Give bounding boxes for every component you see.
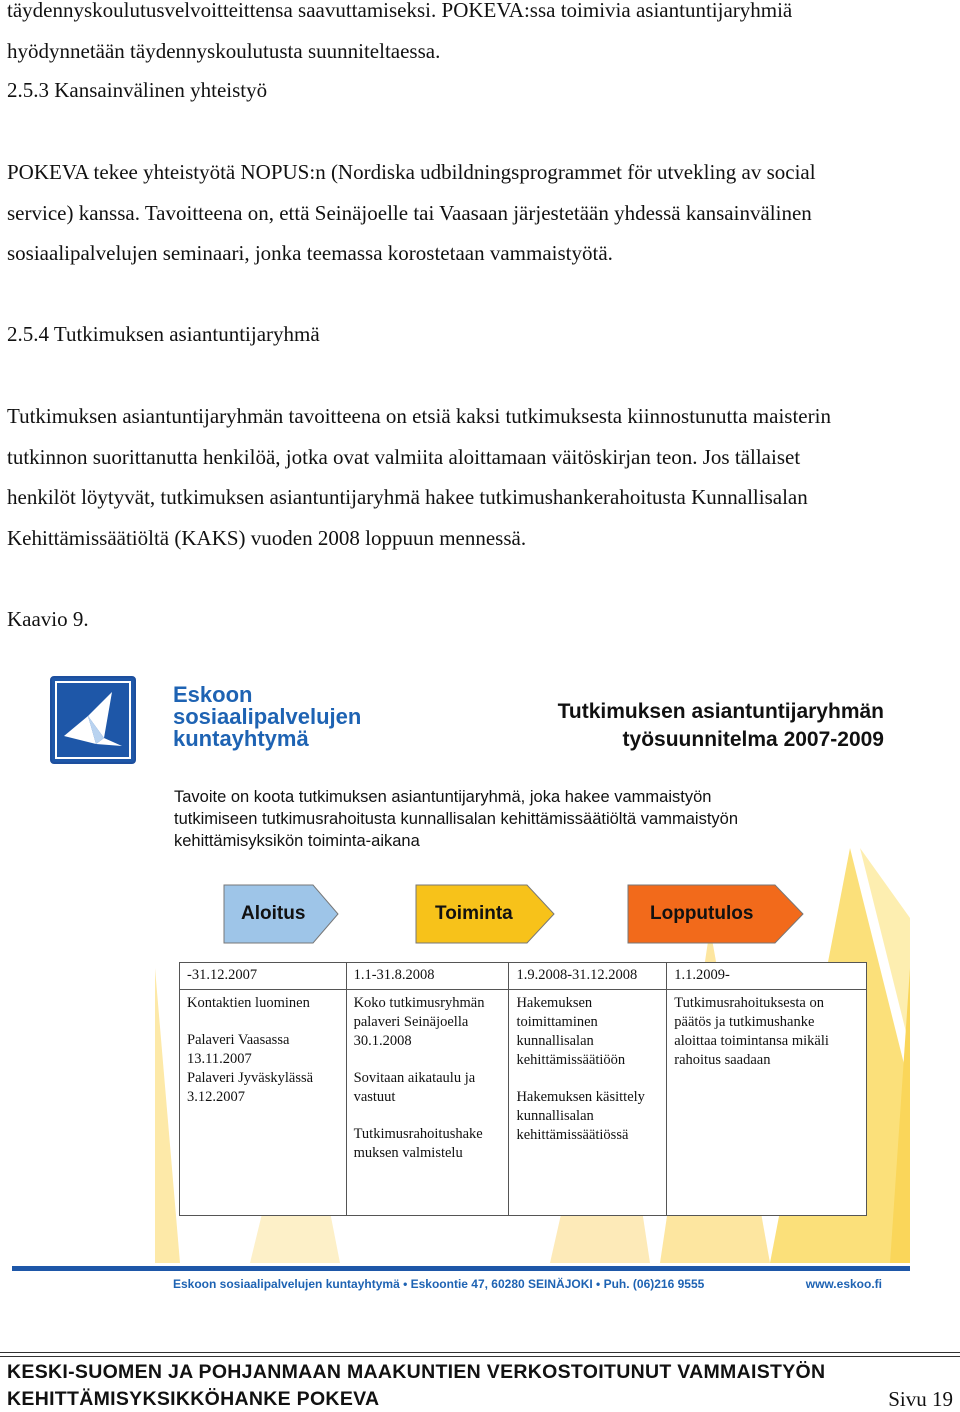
table-cell — [509, 990, 667, 1216]
phase-label: Aloitus — [241, 903, 306, 924]
table-header: 1.9.2008-31.12.2008 — [509, 963, 667, 990]
page-number: Sivu 19 — [888, 1387, 953, 1411]
table-row — [180, 990, 867, 1216]
phase-arrow-action — [415, 884, 555, 944]
figure-title — [558, 698, 884, 754]
timeline-table — [179, 962, 867, 1216]
table-header-row — [180, 963, 867, 990]
figure-footer-url: www.eskoo.fi — [805, 1277, 882, 1291]
goal-line: tutkimiseen tutkimusrahoitusta kunnallisalan kehittämissäätiöltä vammaistyön — [174, 810, 739, 828]
cell-line: 3.12.2007 — [187, 1089, 245, 1105]
paragraph-international — [7, 152, 947, 274]
phase-arrow-start — [223, 884, 339, 944]
phase-label: Toiminta — [435, 903, 513, 924]
cell-line: toimittaminen — [516, 1014, 598, 1030]
text-line: service) kanssa. Tavoitteena on, että Seinäjoelle tai Vaasaan järjestetään yhdessä kansainvälinen — [7, 200, 812, 225]
cell-line: päätös ja tutkimushanke — [674, 1014, 815, 1030]
title-line: Tutkimuksen asiantuntijaryhmän — [557, 700, 884, 723]
text-line: henkilöt löytyvät, tutkimuksen asiantuntijaryhmä hakee tutkimushankerahoitusta Kunnallisalan — [7, 485, 808, 510]
table-header: 1.1-31.8.2008 — [346, 963, 509, 990]
paragraph-intro — [7, 0, 947, 71]
org-name-line: Eskoon — [173, 682, 253, 707]
footer-project-line2: KEHITTÄMISYKSIKKÖHANKE POKEVA — [7, 1388, 380, 1410]
cell-line: Palaveri Jyväskylässä — [187, 1070, 314, 1086]
goal-line: kehittämisyksikön toiminta-aikana — [174, 832, 420, 850]
footer-divider — [0, 1356, 960, 1357]
organization-name — [173, 684, 361, 750]
table-cell — [346, 990, 509, 1216]
table-cell — [667, 990, 867, 1216]
table-header: -31.12.2007 — [180, 963, 347, 990]
figure-footer-bar — [12, 1266, 910, 1271]
footer-project-line1: KESKI-SUOMEN JA POHJANMAAN MAAKUNTIEN VERKOSTOITUNUT VAMMAISTYÖN — [7, 1361, 826, 1383]
cell-line: Tutkimusrahoitushake — [353, 1126, 483, 1142]
heading-international-cooperation: 2.5.3 Kansainvälinen yhteistyö — [7, 78, 268, 102]
text-line: sosiaalipalvelujen seminaari, jonka teemassa korostetaan vammaistyötä. — [7, 241, 613, 266]
cell-line: Hakemuksen käsittely — [516, 1089, 645, 1105]
work-plan-figure — [10, 668, 910, 1308]
table-cell — [180, 990, 347, 1216]
paragraph-research — [7, 396, 947, 558]
cell-line: kehittämissäätiössä — [516, 1127, 629, 1143]
cell-line: kehittämissäätiöön — [516, 1052, 626, 1068]
text-line: POKEVA tekee yhteistyötä NOPUS:n (Nordiska udbildningsprogrammet för utvekling av social — [7, 160, 816, 184]
heading-research-group: 2.5.4 Tutkimuksen asiantuntijaryhmä — [7, 322, 320, 346]
cell-gap — [516, 1070, 659, 1088]
cell-line: 30.1.2008 — [353, 1033, 412, 1049]
cell-gap — [354, 1107, 502, 1125]
cell-line: Koko tutkimusryhmän — [353, 995, 485, 1011]
bird-logo-icon — [52, 678, 134, 762]
text-line: tutkinnon suorittanutta henkilöä, jotka ovat valmiita aloittamaan väitöskirjan teon. Jos tällaiset — [7, 444, 801, 469]
text-line: Kehittämissäätiöltä (KAKS) vuoden 2008 loppuun mennessä. — [7, 525, 527, 550]
org-name-line: kuntayhtymä — [173, 726, 309, 751]
goal-line: Tavoite on koota tutkimuksen asiantuntijaryhmä, joka hakee vammaistyön — [174, 788, 712, 806]
title-line: työsuunnitelma 2007-2009 — [622, 728, 884, 751]
figure-caption: Kaavio 9. — [7, 607, 89, 631]
organization-logo — [50, 676, 136, 764]
text-line: täydennyskoulutusvelvoitteittensa saavuttamiseksi. POKEVA:ssa toimivia asiantuntijaryhmiä — [7, 0, 793, 22]
cell-line: rahoitus saadaan — [674, 1052, 771, 1068]
cell-line: muksen valmistelu — [353, 1145, 463, 1161]
table-header: 1.1.2009- — [667, 963, 867, 990]
cell-line: vastuut — [353, 1089, 396, 1105]
cell-line: palaveri Seinäjoella — [353, 1014, 469, 1030]
cell-gap — [187, 1013, 339, 1031]
org-name-line: sosiaalipalvelujen — [173, 704, 362, 729]
text-line: Tutkimuksen asiantuntijaryhmän tavoitteena on etsiä kaksi tutkimuksesta kiinnostunutta maisterin — [7, 404, 831, 428]
footer-divider — [0, 1352, 960, 1353]
cell-line: 13.11.2007 — [187, 1051, 252, 1067]
cell-line: Hakemuksen — [516, 995, 593, 1011]
cell-gap — [354, 1051, 502, 1069]
cell-line: Kontaktien luominen — [187, 995, 310, 1011]
cell-line: Tutkimusrahoituksesta on — [674, 995, 824, 1011]
text-line: hyödynnetään täydennyskoulutusta suunniteltaessa. — [7, 38, 441, 63]
cell-line: Palaveri Vaasassa — [187, 1032, 290, 1048]
phase-label: Lopputulos — [650, 903, 754, 924]
cell-line: kunnallisalan — [516, 1108, 594, 1124]
cell-line: aloittaa toimintansa mikäli — [674, 1033, 829, 1049]
figure-goal — [174, 786, 824, 852]
cell-line: Sovitaan aikataulu ja — [353, 1070, 476, 1086]
phase-arrow-result — [627, 884, 804, 944]
figure-footer-address: Eskoon sosiaalipalvelujen kuntayhtymä • Eskoontie 47, 60280 SEINÄJOKI • Puh. (06)216 9555 — [173, 1277, 705, 1291]
cell-line: kunnallisalan — [516, 1033, 594, 1049]
